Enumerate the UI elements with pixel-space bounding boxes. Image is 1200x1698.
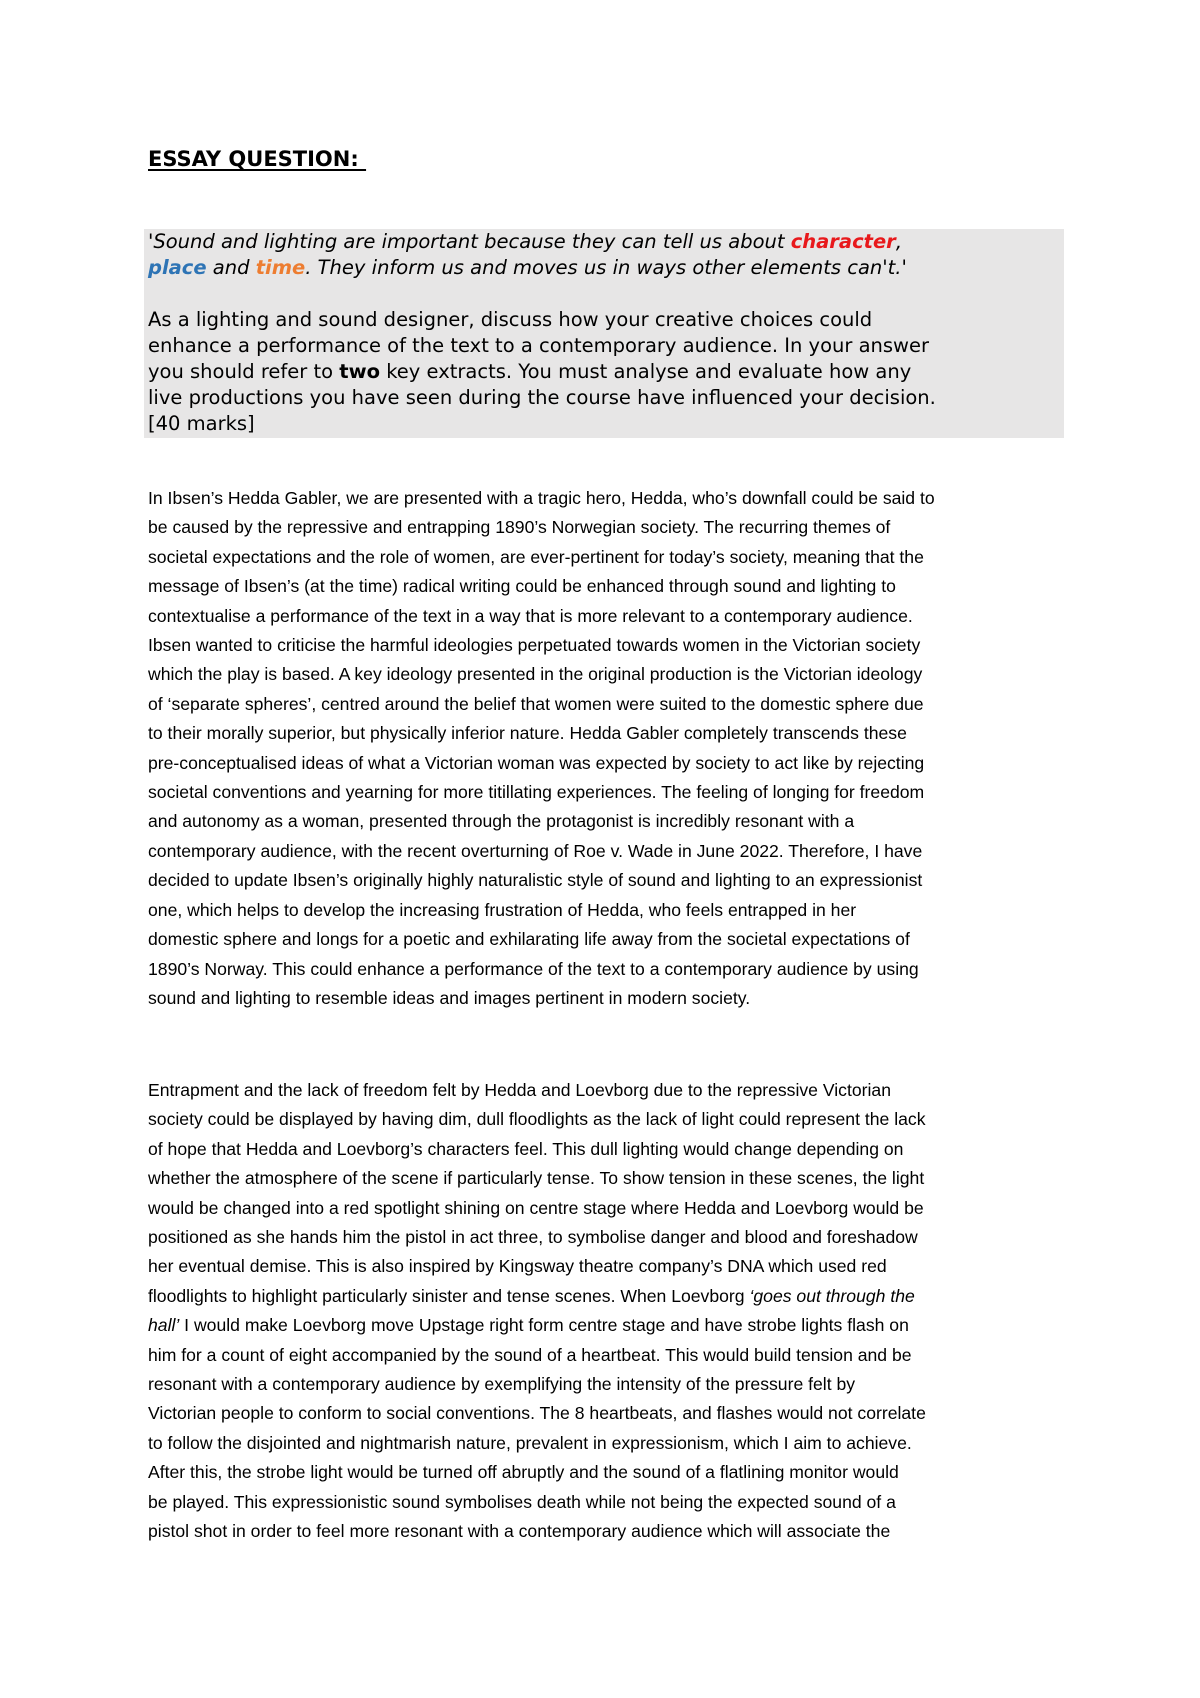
paragraph-line: Entrapment and the lack of freedom felt by Hedda and Loevborg due to the repressive Victorian — [148, 1080, 891, 1100]
paragraph-line: pre-conceptualised ideas of what a Victorian woman was expected by society to act like by rejecting — [148, 752, 925, 773]
paragraph-line: domestic sphere and longs for a poetic and exhilarating life away from the societal expectations of — [148, 929, 910, 950]
keyword-character: character — [790, 230, 896, 253]
paragraph-line: 1890’s Norway. This could enhance a performance of the text to a contemporary audience by using — [148, 958, 919, 979]
question-spacer — [148, 281, 1060, 307]
keyword-time: time — [255, 256, 306, 279]
question-quote-line-1 — [148, 229, 1060, 255]
task-emphasis-two: two — [339, 360, 381, 383]
paragraph-line: positioned as she hands him the pistol in act three, to symbolise danger and blood and foreshadow — [148, 1227, 918, 1248]
paragraph-line: decided to update Ibsen’s originally highly naturalistic style of sound and lighting to an expressionist — [148, 870, 923, 891]
paragraph-line — [148, 1311, 1068, 1340]
paragraph-line: of ‘separate spheres’, centred around the belief that women were suited to the domestic sphere due — [148, 693, 924, 714]
essay-paragraph-1 — [148, 484, 1068, 1013]
paragraph-line: resonant with a contemporary audience by exemplifying the intensity of the pressure felt by — [148, 1374, 856, 1395]
paragraph-line: be caused by the repressive and entrapping 1890’s Norwegian society. The recurring themes of — [148, 517, 891, 538]
question-quote-line-2 — [148, 255, 1060, 281]
paragraph-line: to their morally superior, but physically inferior nature. Hedda Gabler completely transcends these — [148, 723, 907, 744]
paragraph-line: of hope that Hedda and Loevborg’s characters feel. This dull lighting would change depending on — [148, 1138, 904, 1159]
paragraph-line: which the play is based. A key ideology presented in the original production is the Victorian ideology — [148, 664, 923, 685]
task-line-3-start: you should refer to — [148, 360, 340, 383]
quoted-stage-direction: ‘goes out through the — [749, 1285, 915, 1306]
paragraph-line: contextualise a performance of the text in a way that is more relevant to a contemporary audience. — [148, 605, 913, 626]
line-text: floodlights to highlight particularly sinister and tense scenes. When Loevborg — [148, 1285, 750, 1306]
paragraph-line: message of Ibsen’s (at the time) radical writing could be enhanced through sound and lighting to — [148, 576, 896, 597]
essay-question-box — [144, 229, 1064, 438]
task-line-3-end: key extracts. You must analyse and evaluate how any — [380, 360, 912, 383]
paragraph-line: pistol shot in order to feel more resonant with a contemporary audience which will associate the — [148, 1521, 891, 1542]
paragraph-line: society could be displayed by having dim, dull floodlights as the lack of light could represent the lack — [148, 1109, 926, 1130]
paragraph-line: her eventual demise. This is also inspired by Kingsway theatre company’s DNA which used red — [148, 1256, 887, 1277]
paragraph-line: contemporary audience, with the recent overturning of Roe v. Wade in June 2022. Therefore, I have — [148, 840, 923, 861]
marks-line: [40 marks] — [148, 412, 255, 435]
paragraph-line: be played. This expressionistic sound symbolises death while not being the expected sound of a — [148, 1491, 896, 1512]
quote-open-text: 'Sound and lighting are important because they can tell us about — [148, 230, 791, 253]
task-line: As a lighting and sound designer, discuss how your creative choices could — [148, 308, 873, 331]
task-line: enhance a performance of the text to a contemporary audience. In your answer — [148, 334, 930, 357]
paragraph-line: After this, the strobe light would be turned off abruptly and the sound of a flatlining monitor would — [148, 1462, 899, 1483]
task-line — [148, 359, 1060, 385]
keyword-place: place — [148, 256, 207, 279]
essay-question-heading: ESSAY QUESTION: — [148, 147, 367, 171]
paragraph-line: societal conventions and yearning for more titillating experiences. The feeling of longing for freedom — [148, 782, 925, 803]
paragraph-line: whether the atmosphere of the scene if particularly tense. To show tension in these scenes, the light — [148, 1168, 925, 1189]
paragraph-line: societal expectations and the role of women, are ever-pertinent for today’s society, meaning that the — [148, 546, 924, 567]
paragraph-line: sound and lighting to resemble ideas and images pertinent in modern society. — [148, 987, 751, 1008]
quote-and-text: and — [206, 256, 256, 279]
paragraph-line: one, which helps to develop the increasing frustration of Hedda, who feels entrapped in her — [148, 899, 857, 920]
paragraph-line: and autonomy as a woman, presented through the protagonist is incredibly resonant with a — [148, 811, 855, 832]
paragraph-line: would be changed into a red spotlight shining on centre stage where Hedda and Loevborg would be — [148, 1197, 924, 1218]
quoted-stage-direction: hall’ — [148, 1315, 180, 1336]
paragraph-line: In Ibsen’s Hedda Gabler, we are presented with a tragic hero, Hedda, who’s downfall could be said to — [148, 488, 935, 508]
line-text: I would make Loevborg move Upstage right form centre stage and have strobe lights flash on — [179, 1315, 909, 1336]
paragraph-line: Victorian people to conform to social conventions. The 8 heartbeats, and flashes would not correlate — [148, 1403, 926, 1424]
essay-paragraph-2 — [148, 1076, 1068, 1547]
paragraph-line: to follow the disjointed and nightmarish nature, prevalent in expressionism, which I aim to achieve. — [148, 1432, 912, 1453]
paragraph-line: him for a count of eight accompanied by the sound of a heartbeat. This would build tension and be — [148, 1344, 912, 1365]
paragraph-line — [148, 1282, 1068, 1311]
quote-rest-text: . They inform us and moves us in ways other elements can't.' — [305, 256, 907, 279]
paragraph-line: Ibsen wanted to criticise the harmful ideologies perpetuated towards women in the Victorian society — [148, 635, 921, 656]
task-line: live productions you have seen during the course have influenced your decision. — [148, 386, 936, 409]
quote-comma: , — [895, 230, 903, 253]
